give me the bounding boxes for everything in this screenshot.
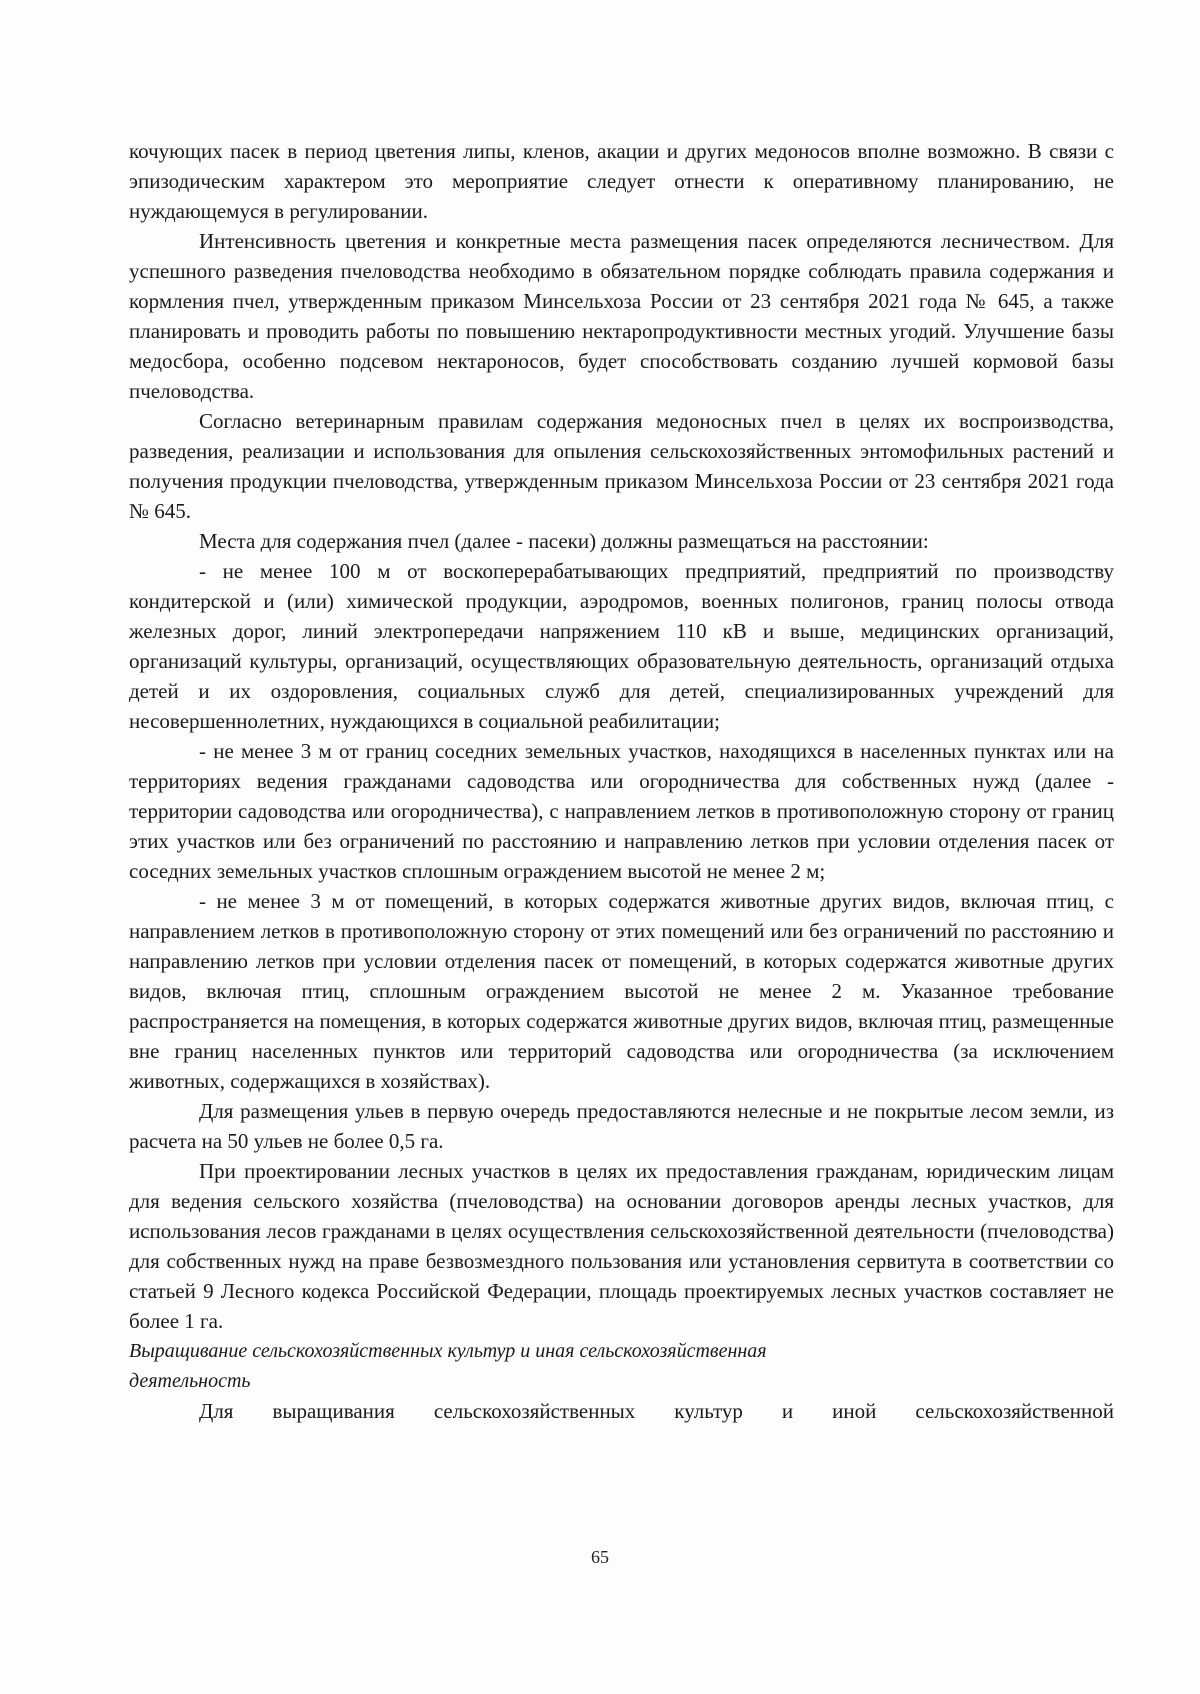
paragraph-intensity: Интенсивность цветения и конкретные места размещения пасек определяются лесничеством. Для успешного разведения пчеловодства необходимо в обязательном порядке соблюдать правила содержания и кормления пчел, утвержденным приказом Минсельхоза России от 23 сентября 2021 года № 645, а также планировать и проводить работы по повышению нектаропродуктивности местных угодий. Улучшение базы медосбора, особенно подсевом нектароносов, будет способствовать созданию лучшей кормовой базы пчеловодства. bbox=[129, 229, 1114, 403]
list-item-100m: - не менее 100 м от воскоперерабатывающих предприятий, предприятий по производству кондитерской и (или) химической продукции, аэродромов, военных полигонов, границ полосы отвода железных дорог, линий электропередачи напряжением 110 кВ и выше, медицинских организаций, организаций культуры, организаций, осуществляющих образовательную деятельность, организаций отдыха детей и их оздоровления, социальных служб для детей, специализированных учреждений для несовершеннолетних, нуждающихся в социальной реабилитации; bbox=[129, 559, 1114, 733]
page-number: 65 bbox=[591, 1547, 609, 1567]
paragraph-forest-plots: При проектировании лесных участков в целях их предоставления гражданам, юридическим лицам для ведения сельского хозяйства (пчеловодства) на основании договоров аренды лесных участков, для использования лесов гражданами в целях осуществления сельскохозяйственной деятельности (пчеловодства) для собственных нужд на праве безвозмездного пользования или установления сервитута в соответствии со статьей 9 Лесного кодекса Российской Федерации, площадь проектируемых лесных участков составляет не более 1 га. bbox=[129, 1159, 1114, 1333]
list-item-3m-plots: - не менее 3 м от границ соседних земельных участков, находящихся в населенных пунктах или на территориях ведения гражданами садоводства или огородничества для собственных нужд (далее - территории садоводства или огородничества), с направлением летков в противоположную сторону от границ этих участков или без ограничений по расстоянию и направлению летков при условии отделения пасек от соседних земельных участков сплошным ограждением высотой не менее 2 м; bbox=[129, 739, 1114, 883]
paragraph-agriculture-start: Для выращивания сельскохозяйственных культур и иной сельскохозяйственной bbox=[199, 1399, 1114, 1423]
paragraph-continuation: кочующих пасек в период цветения липы, кленов, акации и других медоносов вполне возможно. В связи с эпизодическим характером это мероприятие следует отнести к оперативному планированию, не нуждающемуся в регулировании. bbox=[129, 139, 1114, 223]
section-heading-line-2: деятельность bbox=[129, 1370, 251, 1392]
list-item-3m-premises: - не менее 3 м от помещений, в которых содержатся животные других видов, включая птиц, с направлением летков в противоположную сторону от этих помещений или без ограничений по расстоянию и направлению летков при условии отделения пасек от помещений, в которых содержатся животные других видов, включая птиц, сплошным ограждением высотой не менее 2 м. Указанное требование распространяется на помещения, в которых содержатся животные других видов, включая птиц, размещенные вне границ населенных пунктов или территорий садоводства или огородничества (за исключением животных, содержащихся в хозяйствах). bbox=[129, 889, 1114, 1093]
paragraph-vet-rules: Согласно ветеринарным правилам содержания медоносных пчел в целях их воспроизводства, разведения, реализации и использования для опыления сельскохозяйственных энтомофильных растений и получения продукции пчеловодства, утвержденным приказом Минсельхоза России от 23 сентября 2021 года № 645. bbox=[129, 409, 1114, 523]
section-heading-line-1: Выращивание сельскохозяйственных культур и иная сельскохозяйственная bbox=[129, 1340, 767, 1362]
document-body bbox=[129, 136, 1114, 1426]
paragraph-hive-placement: Для размещения ульев в первую очередь предоставляются нелесные и не покрытые лесом земли, из расчета на 50 ульев не более 0,5 га. bbox=[129, 1099, 1114, 1153]
paragraph-apiary-places: Места для содержания пчел (далее - пасеки) должны размещаться на расстоянии: bbox=[199, 529, 929, 553]
